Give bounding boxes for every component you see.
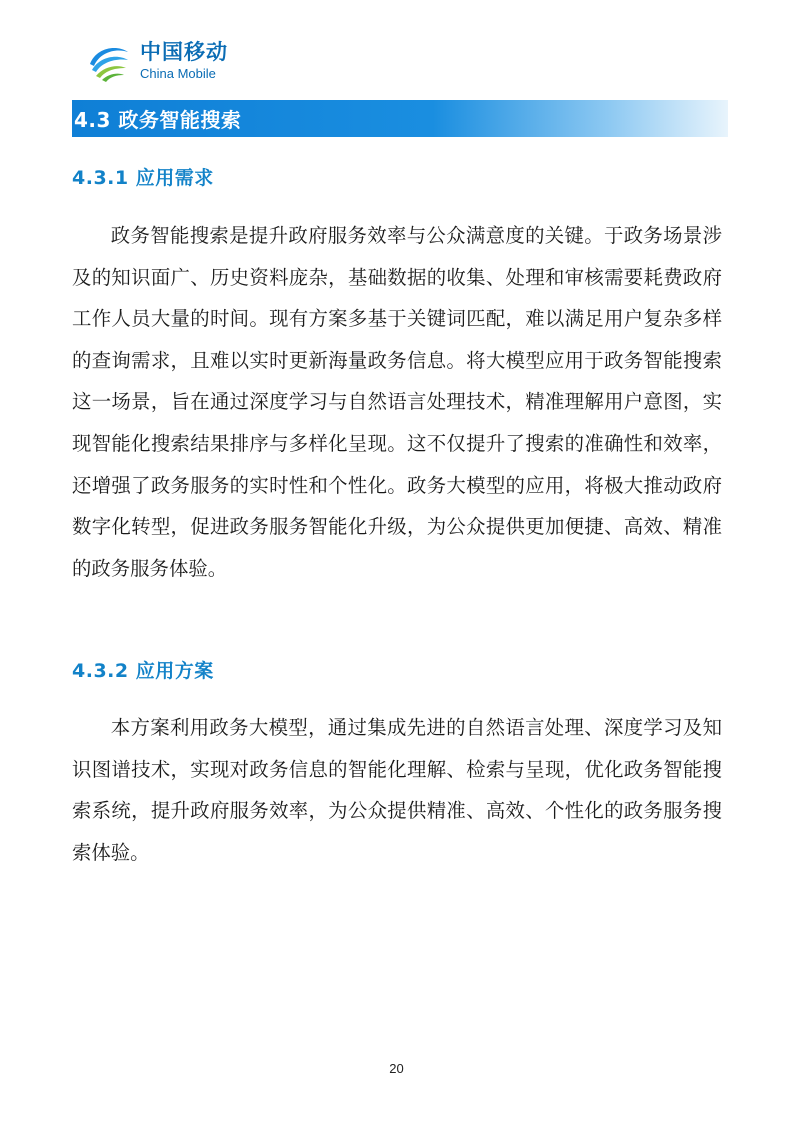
paragraph-requirements: 政务智能搜索是提升政府服务效率与公众满意度的关键。于政务场景涉及的知识面广、历史资料庞杂，基础数据的收集、处理和审核需要耗费政府工作人员大量的时间。现有方案多基于关键词匹配，难以满足用户复杂多样的查询需求，且难以实时更新海量政务信息。将大模型应用于政务智能搜索这一场景，旨在通过深度学习与自然语言处理技术，精准理解用户意图，实现智能化搜索结果排序与多样化呈现。这不仅提升了搜索的准确性和效率，还增强了政务服务的实时性和个性化。政务大模型的应用，将极大推动政府数字化转型，促进政务服务智能化升级，为公众提供更加便捷、高效、精准的政务服务体验。 — [72, 224, 722, 580]
page-number: 20 — [389, 1061, 404, 1076]
subsection-heading-solution: 4.3.2 应用方案 — [72, 660, 214, 682]
header-logo — [86, 38, 228, 84]
section-title-bar — [72, 100, 728, 137]
logo-en-text: China Mobile — [140, 66, 216, 81]
china-mobile-logo-icon — [86, 38, 132, 84]
logo-cn-text: 中国移动 — [140, 40, 228, 64]
subsection-heading-requirements: 4.3.1 应用需求 — [72, 167, 214, 189]
paragraph-solution: 本方案利用政务大模型，通过集成先进的自然语言处理、深度学习及知识图谱技术，实现对政务信息的智能化理解、检索与呈现，优化政务智能搜索系统，提升政府服务效率，为公众提供精准、高效、个性化的政务服务搜索体验。 — [72, 716, 722, 864]
section-title: 4.3 政务智能搜索 — [74, 108, 242, 132]
